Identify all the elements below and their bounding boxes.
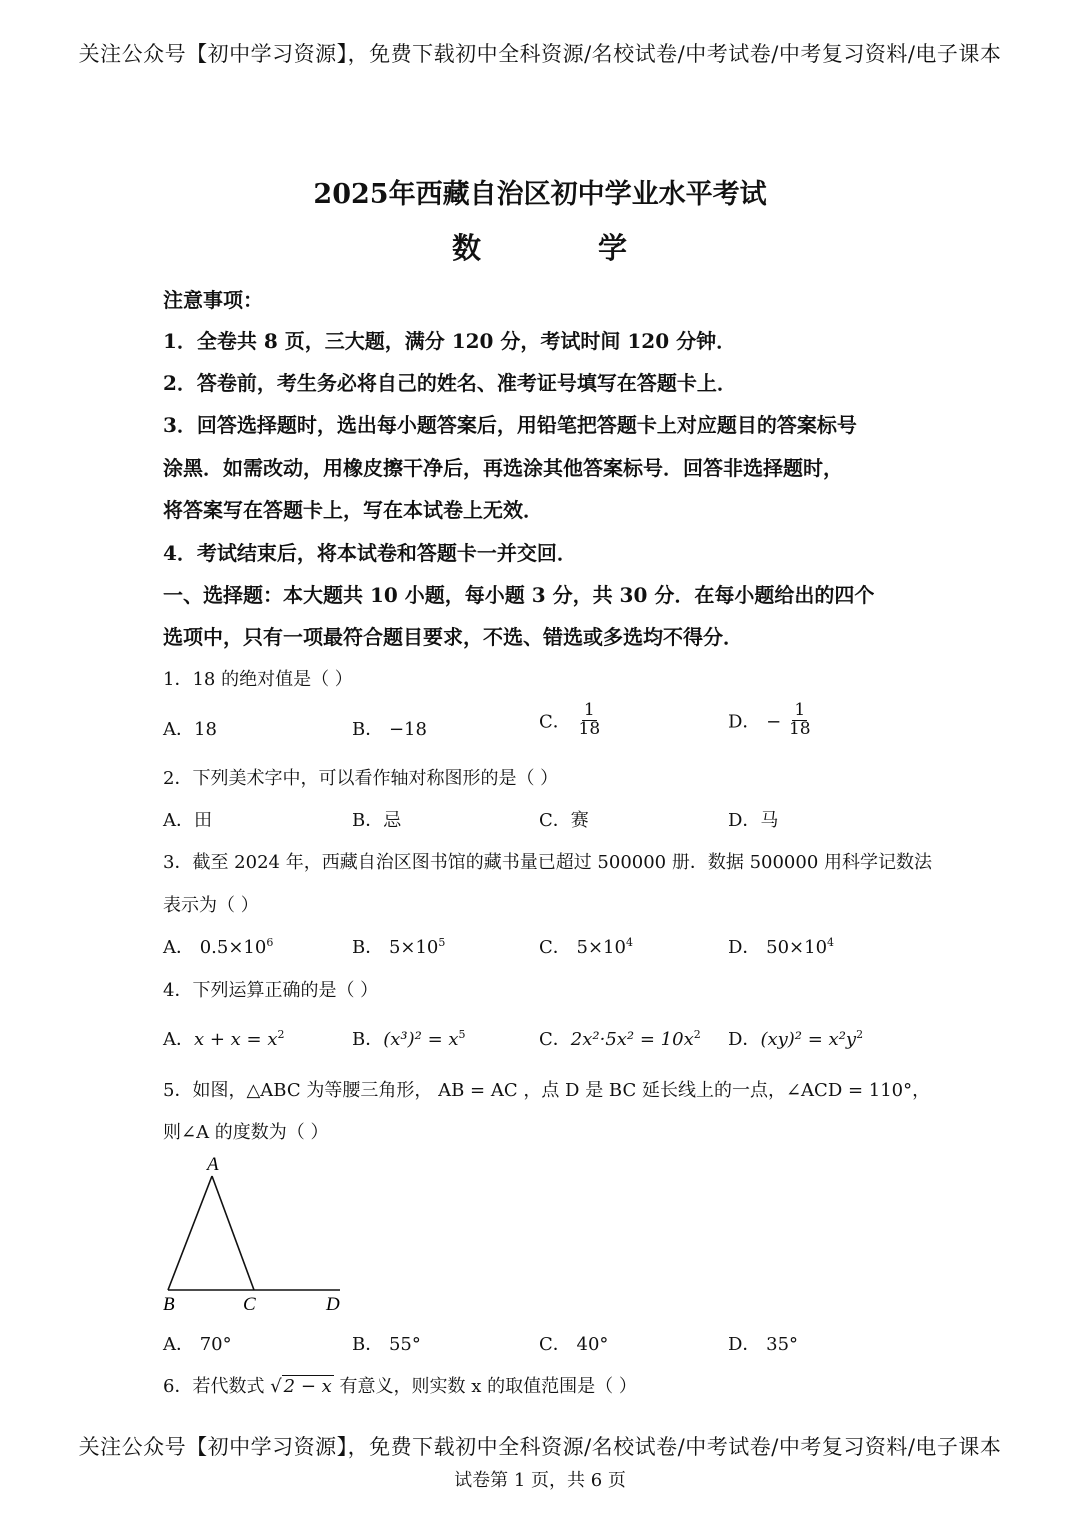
top-banner: 关注公众号【初中学习资源】，免费下载初中全科资源/名校试卷/中考试卷/中考复习资料/电子课本: [78, 42, 1002, 66]
q4-b-expression: (x³)² = x: [383, 1029, 459, 1050]
note-4: 4．考试结束后，将本试卷和答题卡一并交回．: [163, 541, 577, 565]
q3-stem-line-1: 3．截至 2024 年，西藏自治区图书馆的藏书量已超过 500000 册．数据 500000 用科学记数法: [163, 852, 933, 873]
q2-option-d: D．马: [728, 810, 779, 831]
q1-d-denominator: 18: [788, 718, 811, 739]
q2-option-b: B．忌: [352, 810, 402, 831]
q4-option-c: [539, 1025, 701, 1051]
q1-c-numerator: 1: [583, 700, 595, 720]
q2-option-c: C．赛: [539, 810, 589, 831]
q4-c-expression: 2x²·5x² = 10x: [570, 1029, 694, 1050]
label-b: B: [163, 1294, 175, 1315]
q5-stem-line-1: 5．如图，△ABC 为等腰三角形， AB = AC ，点 D 是 BC 延长线上的一点，∠ACD = 110°，: [163, 1080, 931, 1101]
q1-option-c-fraction: [577, 702, 603, 739]
q4-stem: 4．下列运算正确的是（ ）: [163, 980, 379, 1001]
q1-option-d: [728, 702, 813, 739]
q1-option-c-prefix: C．: [539, 711, 571, 733]
note-3-line-1: 3．回答选择题时，选出每小题答案后，用铅笔把答题卡上对应题目的答案标号: [163, 413, 857, 437]
note-1: 1．全卷共 8 页，三大题，满分 120 分，考试时间 120 分钟．: [163, 329, 737, 353]
exam-title: 2025年西藏自治区初中学业水平考试: [313, 179, 767, 210]
subject-char-2: 学: [598, 231, 628, 265]
label-c: C: [243, 1294, 256, 1315]
q3-option-a: [163, 933, 273, 959]
q1-stem: 1．18 的绝对值是（ ）: [163, 669, 353, 690]
section-1-line-1: 一、选择题：本大题共 10 小题，每小题 3 分，共 30 分．在每小题给出的四个: [163, 583, 875, 607]
side-ac: [212, 1176, 254, 1290]
label-d: D: [326, 1294, 340, 1315]
q4-d-exponent: 2: [856, 1028, 864, 1041]
q3-stem-line-2: 表示为（ ）: [163, 895, 259, 916]
q4-c-prefix: C．: [539, 1029, 571, 1050]
q1-option-b: B． −18: [352, 719, 427, 740]
q4-option-a: [163, 1025, 285, 1051]
q4-option-d: [728, 1025, 863, 1051]
q3-option-d: [728, 933, 834, 959]
q1-option-d-prefix: D． −: [728, 711, 782, 733]
q1-c-denominator: 18: [578, 718, 601, 739]
q4-a-prefix: A．: [163, 1029, 194, 1050]
q3-a-base: A． 0.5×10: [163, 937, 267, 958]
notes-heading: 注意事项：: [163, 288, 263, 312]
q4-a-exponent: 2: [277, 1028, 285, 1041]
q6-radicand: 2 − x: [283, 1376, 332, 1397]
page-number: 试卷第 1 页，共 6 页: [454, 1470, 626, 1491]
q3-option-c: [539, 933, 633, 959]
q3-c-exponent: 4: [625, 936, 633, 949]
subject-char-1: 数: [452, 231, 482, 265]
label-a: A: [207, 1154, 219, 1175]
q3-d-exponent: 4: [827, 936, 835, 949]
q4-option-b: [352, 1025, 466, 1051]
q4-a-expression: x + x = x: [194, 1029, 278, 1050]
q4-b-exponent: 5: [458, 1028, 466, 1041]
q3-d-base: D． 50×10: [728, 937, 828, 958]
q4-b-prefix: B．: [352, 1029, 384, 1050]
q4-d-prefix: D．: [728, 1029, 761, 1050]
note-3-line-2: 涂黑．如需改动，用橡皮擦干净后，再选涂其他答案标号．回答非选择题时，: [163, 456, 843, 480]
q5-triangle-figure: [155, 1150, 365, 1320]
q1-option-c: [539, 702, 602, 739]
q3-a-exponent: 6: [266, 936, 274, 949]
q6-stem-prefix: 6．若代数式: [163, 1376, 265, 1397]
q6-stem: [163, 1372, 637, 1398]
sqrt-sign: √: [270, 1376, 282, 1397]
q2-option-a: A．田: [163, 810, 212, 831]
q3-option-b: [352, 933, 445, 959]
section-1-line-2: 选项中，只有一项最符合题目要求，不选、错选或多选均不得分．: [163, 625, 743, 649]
q4-d-expression: (xy)² = x²y: [760, 1029, 857, 1050]
q6-stem-suffix: 有意义，则实数 x 的取值范围是（ ）: [339, 1376, 637, 1397]
q5-option-a: A． 70°: [163, 1334, 232, 1355]
note-2: 2．答卷前，考生务必将自己的姓名、准考证号填写在答题卡上．: [163, 371, 737, 395]
note-3-line-3: 将答案写在答题卡上，写在本试卷上无效．: [163, 498, 543, 522]
q1-option-d-fraction: [787, 702, 813, 739]
q4-c-exponent: 2: [693, 1028, 701, 1041]
q5-stem-line-2: 则∠A 的度数为（ ）: [163, 1122, 329, 1143]
side-ab: [168, 1176, 212, 1290]
q5-option-b: B． 55°: [352, 1334, 421, 1355]
q5-option-d: D． 35°: [728, 1334, 799, 1355]
bottom-banner: 关注公众号【初中学习资源】，免费下载初中全科资源/名校试卷/中考试卷/中考复习资料/电子课本: [78, 1435, 1002, 1459]
q3-c-base: C． 5×10: [539, 937, 626, 958]
q1-d-numerator: 1: [794, 700, 806, 720]
q1-option-a: A．18: [163, 719, 217, 740]
q3-b-exponent: 5: [438, 936, 446, 949]
q2-stem: 2．下列美术字中，可以看作轴对称图形的是（ ）: [163, 768, 559, 789]
q5-option-c: C． 40°: [539, 1334, 609, 1355]
q3-b-base: B． 5×10: [352, 937, 439, 958]
